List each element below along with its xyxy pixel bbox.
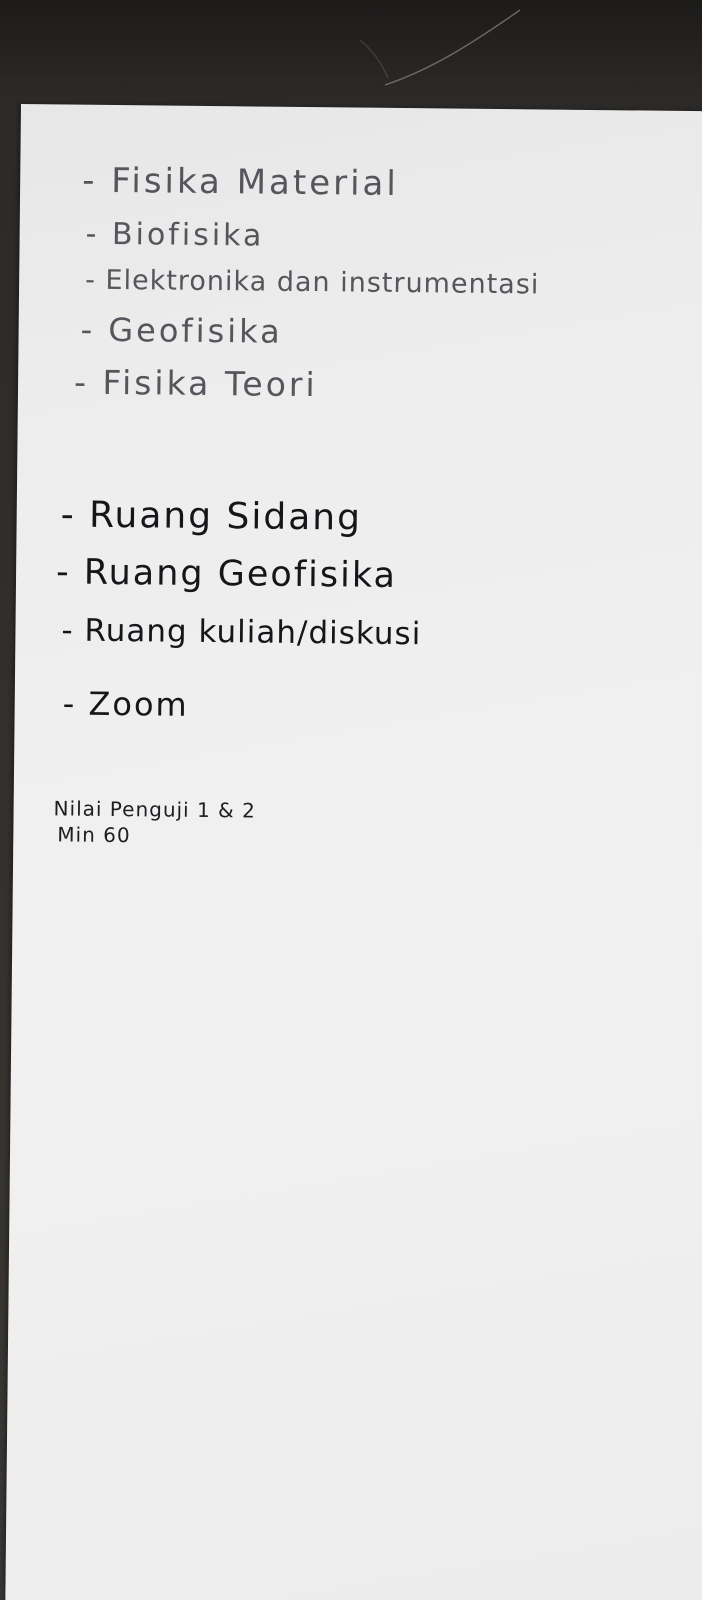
note-line-2: Min 60 (57, 822, 131, 848)
paper-sheet (5, 104, 702, 1600)
field-item-4: - Geofisika (80, 310, 283, 351)
note-line-1: Nilai Penguji 1 & 2 (53, 796, 256, 823)
field-item-2: - Biofisika (85, 216, 265, 254)
room-item-2: - Ruang Geofisika (55, 552, 398, 596)
field-item-5: - Fisika Teori (73, 362, 318, 405)
room-item-3: - Ruang kuliah/diskusi (61, 612, 422, 653)
room-item-1: - Ruang Sidang (60, 494, 363, 539)
field-item-1: - Fisika Material (81, 160, 400, 204)
field-item-3: - Elektronika dan instrumentasi (84, 264, 540, 301)
desk-surface-scratch (0, 0, 702, 110)
room-item-4: - Zoom (62, 684, 189, 724)
